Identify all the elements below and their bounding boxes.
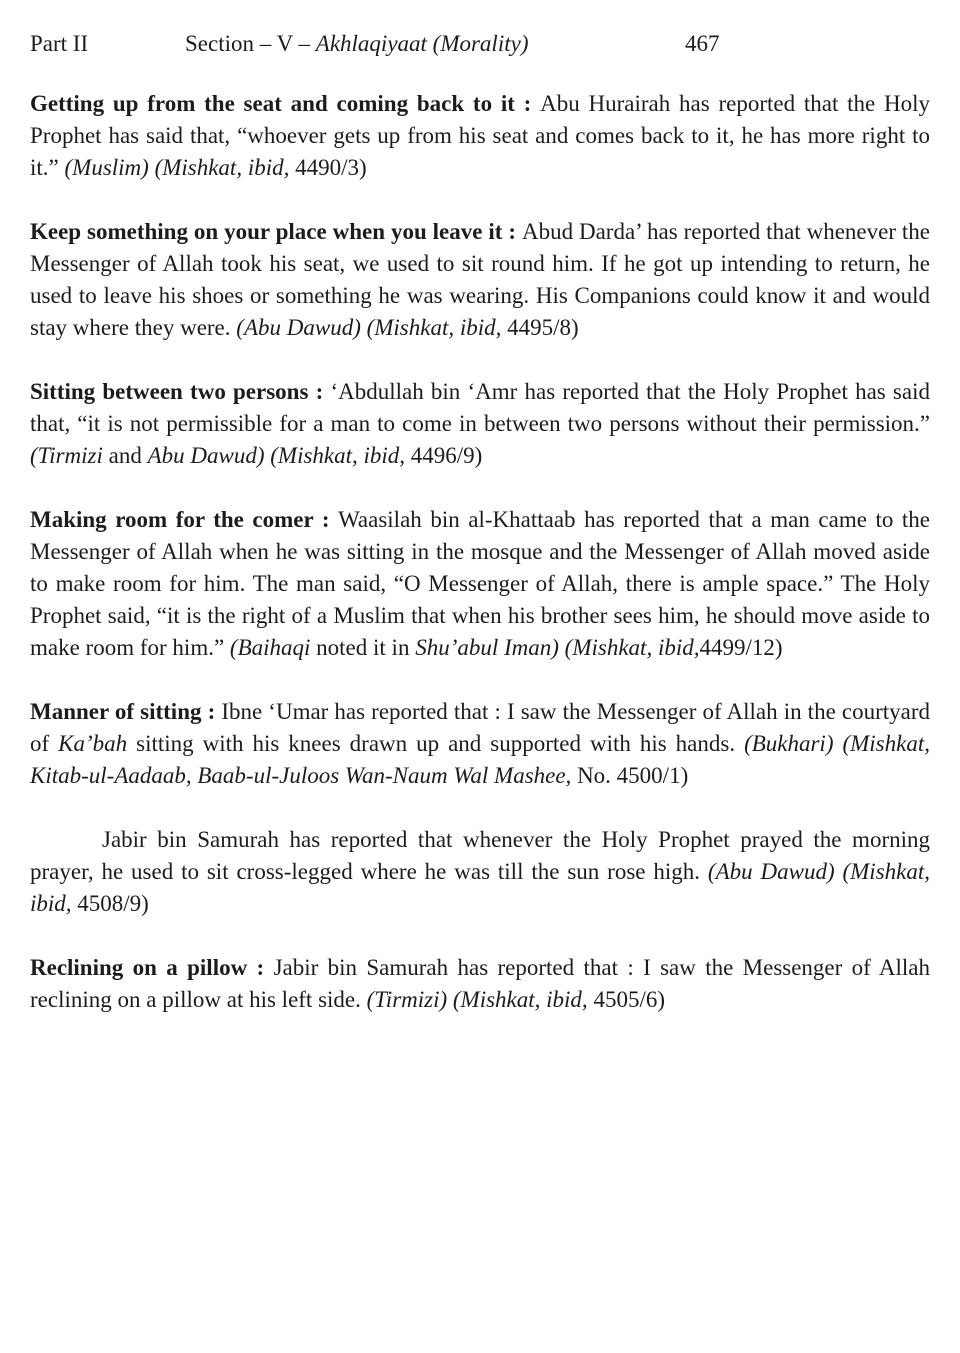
text-segment: Ka’bah [58,731,128,756]
text-segment: (Tirmizi) (Mishkat, ibid, [366,987,588,1012]
text-segment: 4495/8) [501,315,579,340]
paragraph-manner-of-sitting [30,696,930,792]
text-segment: Keep something on your place when you leave it : [30,219,522,244]
text-segment: 4496/9) [405,443,483,468]
text-segment: ‘Abdullah bin ‘Amr has reported that the Holy Prophet has said that, “it is not permissible for a man to come in between two persons without their permission.” [30,379,930,436]
text-segment: 4505/6) [587,987,665,1012]
text-segment: Jabir bin Samurah has reported that whenever the Holy Prophet prayed the morning prayer, he used to sit cross-legged where he was till the sun rose high. [30,827,930,884]
text-segment: (Baihaqi [229,635,311,660]
text-segment: Abud Darda’ has reported that whenever the Messenger of Allah took his seat, we used to sit round him. If he got up intending to return, he used to leave his shoes or something he was wearing. His Companions could know it and would stay where they were. [30,219,930,340]
text-segment: 4508/9) [71,891,149,916]
paragraph-making-room-for-comer [30,504,930,664]
text-segment: (Abu Dawud) (Mishkat, ibid, [30,859,930,916]
text-segment: Reclining on a pillow : [30,955,274,980]
header-part-label: Part II [30,31,89,56]
text-segment: Getting up from the seat and coming back to it : [30,91,541,116]
text-segment: (Abu Dawud) (Mishkat, ibid, [236,315,502,340]
text-segment: 4490/3) [289,155,367,180]
text-segment: Manner of sitting : [30,699,222,724]
text-segment: Abu Dawud) (Mishkat, ibid, [147,443,406,468]
text-segment: Jabir bin Samurah has reported that : I saw the Messenger of Allah reclining on a pillow at his left side. [30,955,930,1012]
paragraph-getting-up-from-seat [30,88,930,184]
page-content [30,88,930,1016]
header-section-name: Akhlaqiyaat (Morality) [315,31,529,56]
text-segment: Abu Hurairah has reported that the Holy Prophet has said that, “whoever gets up from his seat and comes back to it, he has more right to it.” [30,91,931,180]
text-segment: sitting with his knees drawn up and supported with his hands. [127,731,745,756]
paragraph-reclining-on-pillow [30,952,930,1016]
text-segment: Waasilah bin al-Khattaab has reported that a man came to the Messenger of Allah when he was sitting in the mosque and the Messenger of Allah moved aside to make room for him. The man said, “O Messenger of Allah, there is ample space.” The Holy Prophet said, “it is the right of a Muslim that when his brother sees him, he should move aside to make room for him.” [30,507,930,660]
text-segment: (Bukhari) (Mishkat, Kitab-ul-Aadaab, Baab-ul-Juloos Wan-Naum Wal Mashee, [30,731,930,788]
text-segment: 4499/12) [699,635,783,660]
page-header [30,28,930,60]
text-segment: (Muslim) (Mishkat, ibid, [64,155,290,180]
text-segment: noted it in [310,635,416,660]
text-segment: (Tirmizi [30,443,103,468]
text-segment: Sitting between two persons : [30,379,331,404]
text-segment: Ibne ‘Umar has reported that : I saw the Messenger of Allah in the courtyard of [30,699,931,756]
text-segment: Shu’abul Iman) (Mishkat, ibid, [415,635,700,660]
text-segment: No. 4500/1) [571,763,689,788]
header-section-title [185,28,528,60]
paragraph-sitting-between-two-persons [30,376,930,472]
paragraph-keep-something-on-place [30,216,930,344]
header-section-prefix: Section – V – [185,31,316,56]
header-page-number: 467 [685,31,720,56]
text-segment: and [102,443,148,468]
text-segment: Making room for the comer : [30,507,339,532]
paragraph-jabir-morning-prayer [30,824,930,920]
